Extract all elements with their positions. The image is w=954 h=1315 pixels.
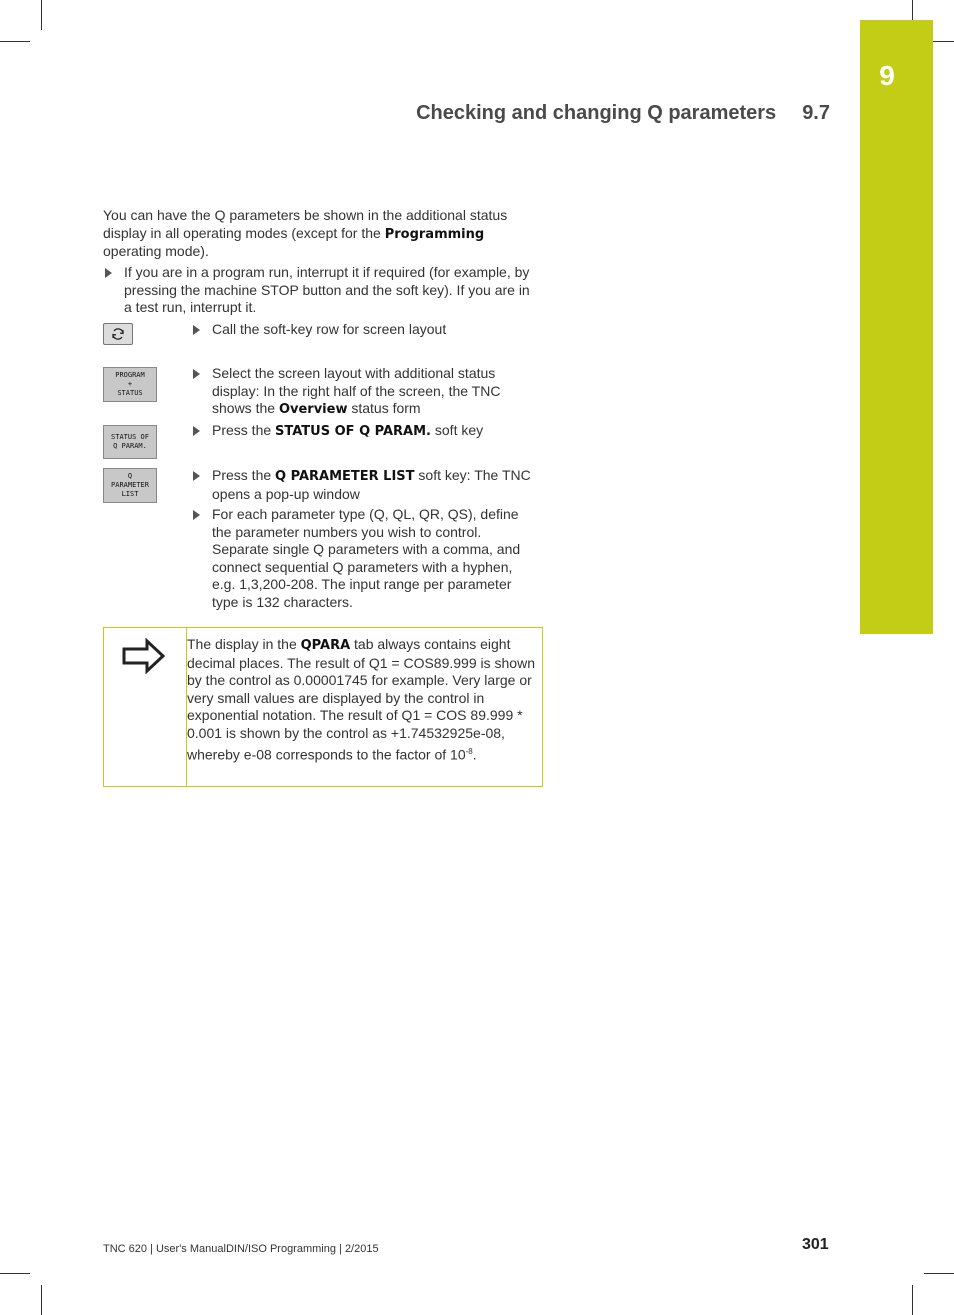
q-parameter-list-softkey[interactable]: Q PARAMETER LIST (103, 468, 157, 503)
q-parameter-list-label: Q PARAMETER LIST (275, 469, 415, 484)
bullet-arrow-icon (193, 426, 200, 436)
bullet-arrow-icon (193, 510, 200, 520)
step-define-numbers: For each parameter type (Q, QL, QR, QS), define the parameter numbers you wish to control. Separate single Q parameters with a comma, and connect sequential Q parameters with a hyphen, e.g. 1,3,200-208. The input range per parameter type is 132 characters. (212, 506, 538, 612)
crop-mark (912, 1285, 913, 1315)
qpara-label: QPARA (300, 638, 351, 653)
step-call-softkey-row: Call the soft-key row for screen layout (212, 321, 542, 339)
bullet-arrow-icon (193, 369, 200, 379)
crop-mark (41, 1285, 42, 1315)
overview-label: Overview (278, 402, 348, 418)
page-number: 301 (802, 1236, 829, 1253)
intro-paragraph: You can have the Q parameters be shown in the additional status display in all operating modes (except for the Programming operating mode). (103, 207, 508, 260)
crop-mark (0, 41, 30, 42)
bullet-arrow-icon (193, 325, 200, 335)
chapter-tab (860, 20, 933, 634)
section-number: 9.7 (802, 102, 830, 124)
bullet-arrow-icon (193, 471, 200, 481)
step-press-q-list: Press the Q PARAMETER LIST soft key: The TNC opens a pop-up window (212, 467, 534, 503)
step-interrupt: If you are in a program run, interrupt it if required (for example, by pressing the machine STOP button and the soft key). If you are in a test run, interrupt it. (124, 264, 536, 317)
section-title: Checking and changing Q parameters (416, 102, 777, 124)
bullet-arrow-icon (105, 268, 112, 278)
chapter-number: 9 (879, 60, 895, 91)
step-select-layout: Select the screen layout with additional status display: In the right half of the screen, the TNC shows the Overview status form (212, 365, 534, 419)
note-box (103, 627, 543, 787)
pointing-arrow-icon (121, 638, 167, 674)
screen-layout-icon (111, 327, 125, 341)
crop-mark (912, 0, 913, 20)
status-of-q-param-softkey[interactable]: STATUS OF Q PARAM. (103, 425, 157, 459)
step-press-status: Press the STATUS OF Q PARAM. soft key (212, 422, 542, 441)
crop-mark (41, 0, 42, 30)
crop-mark (924, 1273, 954, 1274)
page-header (416, 102, 830, 125)
programming-mode-label: Programming (384, 226, 485, 242)
status-of-q-param-label: STATUS OF Q PARAM. (275, 424, 431, 439)
note-text: The display in the QPARA tab always contains eight decimal places. The result of Q1 = COS89.999 is shown by the control as 0.00001745 for example. Very large or very small values are displayed by the control in exponential notation. The result of Q1 = COS 89.999 * 0.001 is shown by the control as +1.74532925e-08, whereby e-08 corresponds to the factor of $10^{-8}$. (187, 636, 535, 763)
screen-layout-key[interactable] (103, 323, 133, 345)
crop-mark (0, 1273, 30, 1274)
footer-text: TNC 620 | User's ManualDIN/ISO Programming | 2/2015 (103, 1243, 379, 1255)
program-status-softkey[interactable]: PROGRAM + STATUS (103, 367, 157, 402)
